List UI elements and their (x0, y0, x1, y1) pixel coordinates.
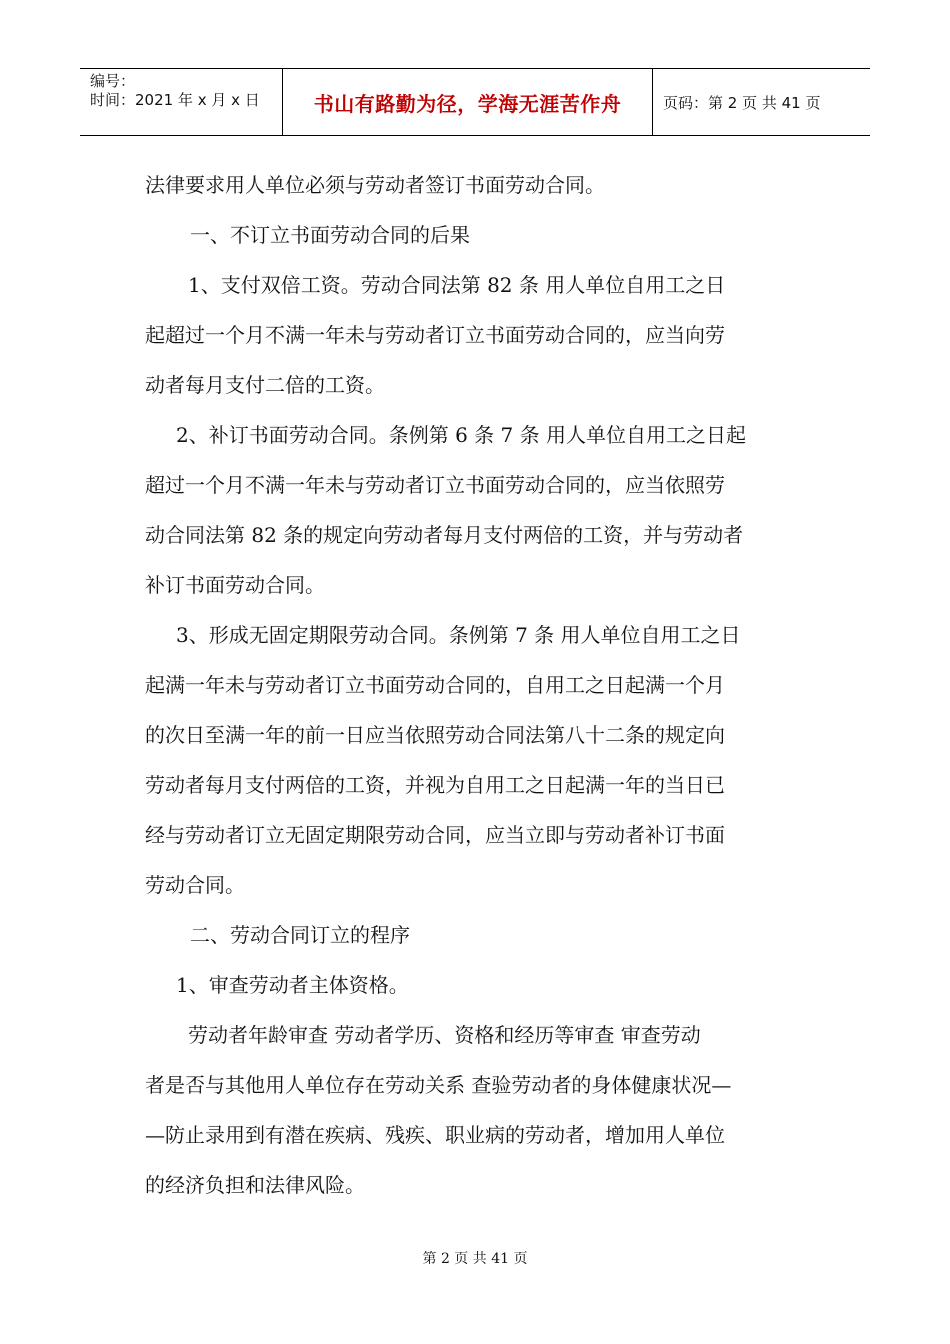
header-page-cell (653, 69, 870, 135)
header-motto-cell (283, 69, 653, 135)
body-line: 劳动者年龄审查 劳动者学历、资格和经历等审查 审查劳动 (188, 1023, 701, 1047)
section-heading: 二、劳动合同订立的程序 (190, 923, 410, 947)
body-line: 1、支付双倍工资。劳动合同法第 82 条 用人单位自用工之日 (188, 273, 726, 297)
body-line: 3、形成无固定期限劳动合同。条例第 7 条 用人单位自用工之日 (176, 623, 741, 647)
body-line: 1、审查劳动者主体资格。 (176, 973, 409, 997)
body-line: 2、补订书面劳动合同。条例第 6 条 7 条 用人单位自用工之日起 (176, 423, 746, 447)
body-line: 的次日至满一年的前一日应当依照劳动合同法第八十二条的规定向 (145, 723, 725, 747)
body-line: 动者每月支付二倍的工资。 (145, 373, 385, 397)
body-line: 起满一年未与劳动者订立书面劳动合同的，自用工之日起满一个月 (145, 673, 725, 697)
body-line: 劳动合同。 (145, 873, 245, 897)
body-line: 的经济负担和法律风险。 (145, 1173, 365, 1197)
document-number-label: 编号： (90, 72, 136, 90)
document-date-label: 时间：2021 年 x 月 x 日 (90, 91, 260, 109)
body-line: 经与劳动者订立无固定期限劳动合同，应当立即与劳动者补订书面 (145, 823, 725, 847)
body-line: 补订书面劳动合同。 (145, 573, 325, 597)
body-line: 超过一个月不满一年未与劳动者订立书面劳动合同的，应当依照劳 (145, 473, 725, 497)
body-line: 劳动者每月支付两倍的工资，并视为自用工之日起满一年的当日已 (145, 773, 725, 797)
header-meta-cell (80, 69, 283, 135)
body-line: 动合同法第 82 条的规定向劳动者每月支付两倍的工资，并与劳动者 (145, 523, 744, 547)
page-header (80, 68, 870, 136)
header-motto: 书山有路勤为径，学海无涯苦作舟 (313, 91, 622, 116)
page-footer: 第 2 页 共 41 页 (422, 1251, 528, 1267)
body-line: 起超过一个月不满一年未与劳动者订立书面劳动合同的，应当向劳 (145, 323, 725, 347)
header-page-info: 页码：第 2 页 共 41 页 (663, 93, 821, 112)
body-line: —防止录用到有潜在疾病、残疾、职业病的劳动者，增加用人单位 (145, 1123, 725, 1147)
body-line: 法律要求用人单位必须与劳动者签订书面劳动合同。 (145, 173, 605, 197)
body-line: 者是否与其他用人单位存在劳动关系 查验劳动者的身体健康状况— (145, 1073, 732, 1097)
section-heading: 一、不订立书面劳动合同的后果 (190, 223, 470, 247)
